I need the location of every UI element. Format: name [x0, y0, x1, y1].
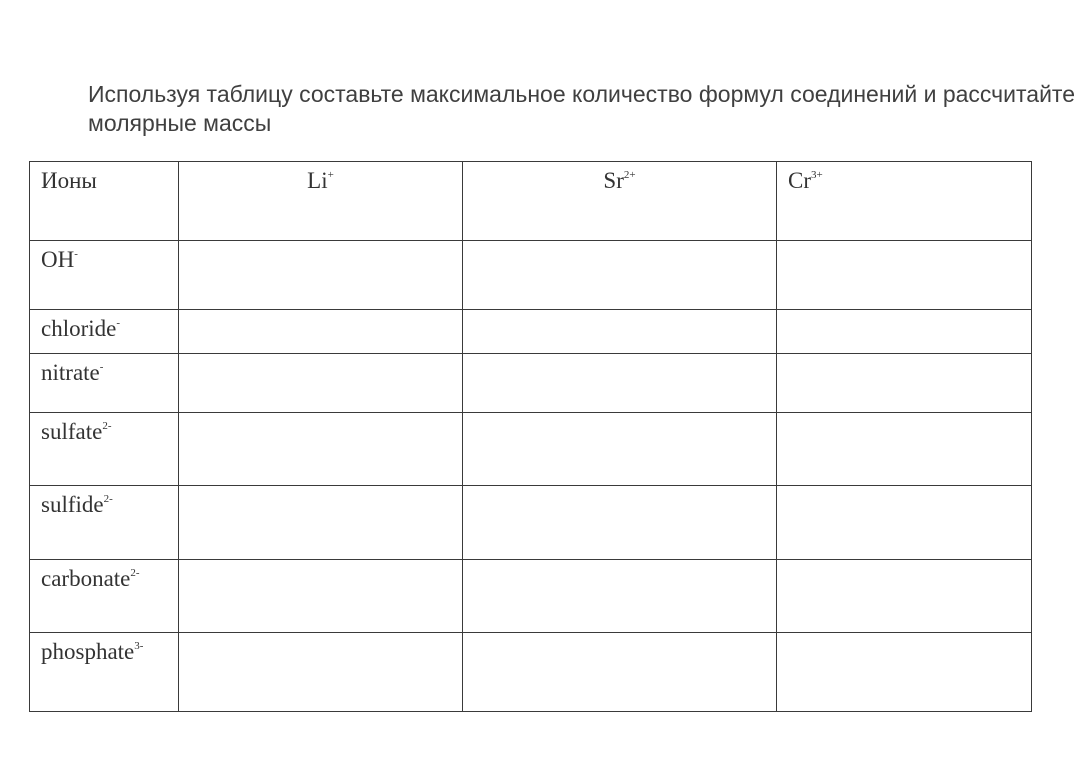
answer-cell[interactable] [179, 354, 463, 413]
anion-sulfide: sulfide$^{2-}$ [30, 486, 179, 560]
answer-cell[interactable] [179, 486, 463, 560]
anion-charge: 2- [102, 420, 112, 432]
answer-cell[interactable] [777, 241, 1032, 310]
table-row [30, 241, 1032, 310]
answer-cell[interactable] [777, 354, 1032, 413]
table-row [30, 310, 1032, 354]
anion-charge: 2- [103, 493, 113, 505]
table-row [30, 354, 1032, 413]
cation-charge: 2+ [623, 169, 636, 181]
answer-cell[interactable] [777, 310, 1032, 354]
table-row [30, 486, 1032, 560]
header-cation-sr: $Sr^{2+}$ [463, 162, 777, 241]
answer-cell[interactable] [463, 310, 777, 354]
anion-nitrate: nitrate- [30, 354, 179, 413]
table-header-row [30, 162, 1032, 241]
answer-cell[interactable] [463, 633, 777, 712]
answer-cell[interactable] [179, 633, 463, 712]
answer-cell[interactable] [463, 486, 777, 560]
ions-table [29, 161, 1032, 712]
cation-charge: + [327, 169, 334, 181]
header-ions-label: Ионы [30, 162, 179, 241]
answer-cell[interactable] [463, 354, 777, 413]
answer-cell[interactable] [463, 560, 777, 633]
anion-sulfate: sulfate$^{2-}$ [30, 413, 179, 486]
anion-oh: OH- [30, 241, 179, 310]
table-row [30, 560, 1032, 633]
table-row [30, 633, 1032, 712]
anion-charge: - [99, 361, 104, 373]
anion-charge: 2- [130, 567, 140, 579]
cation-charge: 3+ [811, 169, 823, 181]
anion-phosphate: phosphate$^{3-}$ [30, 633, 179, 712]
answer-cell[interactable] [777, 633, 1032, 712]
answer-cell[interactable] [463, 241, 777, 310]
answer-cell[interactable] [777, 413, 1032, 486]
anion-charge: - [74, 248, 78, 260]
answer-cell[interactable] [463, 413, 777, 486]
anion-charge: 3- [134, 640, 144, 652]
table-row [30, 413, 1032, 486]
header-cation-li: Li+ [179, 162, 463, 241]
anion-charge: - [116, 317, 121, 329]
instruction-line-2: молярные массы [88, 110, 272, 136]
anion-chloride: chloride- [30, 310, 179, 354]
answer-cell[interactable] [179, 241, 463, 310]
header-cation-cr: $Cr^{3+}$ [777, 162, 1032, 241]
answer-cell[interactable] [179, 560, 463, 633]
answer-cell[interactable] [179, 413, 463, 486]
instruction-line-1: Используя таблицу составьте максимальное количество формул соединений и рассчитайте [88, 81, 1075, 107]
task-instruction [88, 80, 1078, 138]
answer-cell[interactable] [777, 486, 1032, 560]
answer-cell[interactable] [777, 560, 1032, 633]
anion-carbonate: carbonate$^{2-}$ [30, 560, 179, 633]
answer-cell[interactable] [179, 310, 463, 354]
